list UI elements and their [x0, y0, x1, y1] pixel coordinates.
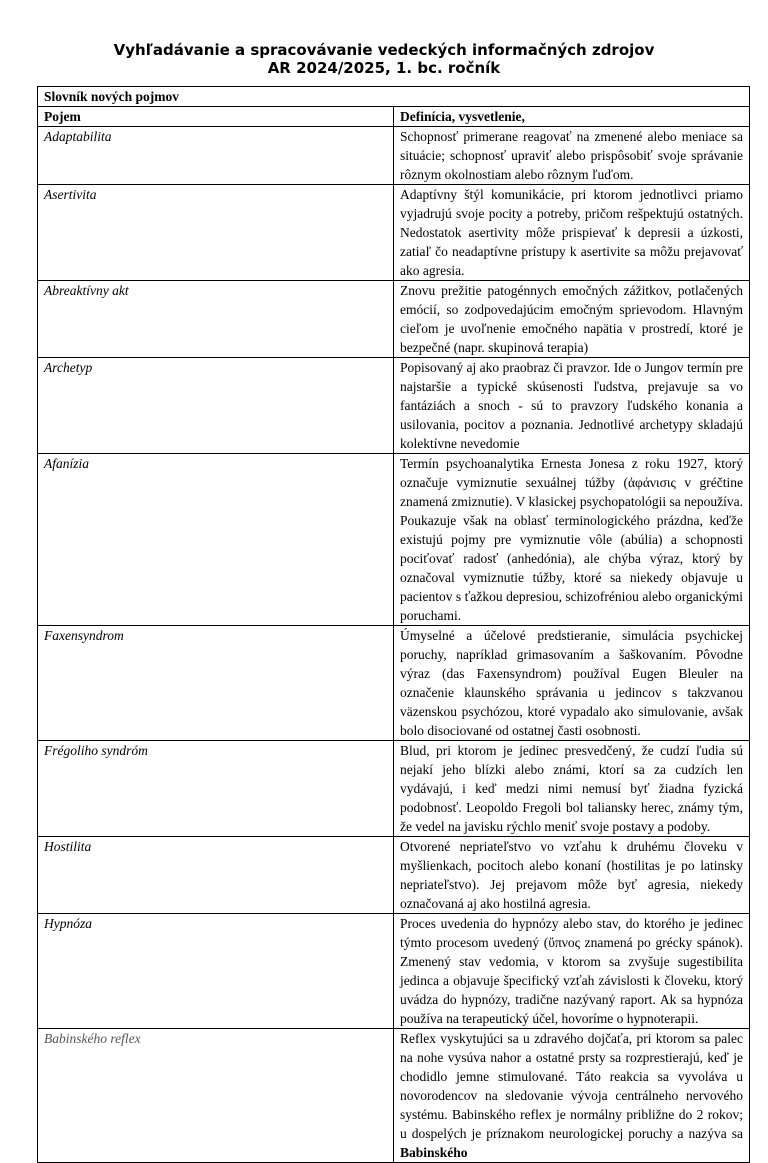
table-row: [38, 454, 750, 626]
title-line-2: AR 2024/2025, 1. bc. ročník: [267, 59, 501, 77]
table-row: [38, 741, 750, 837]
table-caption-row: [38, 87, 750, 107]
definition-cell: Schopnosť primerane reagovať na zmenené alebo meniace sa situácie; schopnosť upraviť alebo prispôsobiť svoje správanie rôznym okolnostiam alebo rôznym ľuďom.: [394, 127, 750, 185]
table-row: [38, 626, 750, 741]
term-cell: Hypnóza: [38, 914, 394, 1029]
term-cell: Faxensyndrom: [38, 626, 394, 741]
term-cell: Afanízia: [38, 454, 394, 626]
definition-cell: Popisovaný aj ako praobraz či pravzor. Ide o Jungov termín pre najstaršie a typické skúsenosti ľudstva, prejavuje sa vo fantáziách a snoch - sú to pravzory ľudského konania a usilovania, pocitov a poznania. Jednotlivé archetypy skladajú kolektívne nevedomie: [394, 358, 750, 454]
definition-cell: Znovu prežitie patogénnych emočných zážitkov, potlačených emócií, so zodpovedajúcim emočným sprievodom. Hlavným cieľom je uvoľnenie emočného napätia v prostredí, ktoré je bezpečné (napr. skupinová terapia): [394, 281, 750, 358]
definition-cell: Blud, pri ktorom je jedinec presvedčený, že cudzí ľudia sú nejakí jeho blízki alebo známi, ktorí sa za cudzích len vydávajú, i keď medzi nimi nemusí byť žiadna fyzická podobnosť. Leopoldo Fregoli bol taliansky herec, známy tým, že vedel na javisku rýchlo meniť svoje postavy a podoby.: [394, 741, 750, 837]
glossary-table: [37, 86, 750, 1163]
term-cell: Asertivita: [38, 185, 394, 281]
table-row: [38, 281, 750, 358]
table-caption: Slovník nových pojmov: [38, 87, 750, 107]
table-row: [38, 1029, 750, 1163]
definition-cell: Adaptívny štýl komunikácie, pri ktorom jednotlivci priamo vyjadrujú svoje pocity a potreby, pričom rešpektujú ostatných. Nedostatok asertivity môže prispievať k depresii a úzkosti, zatiaľ čo neadaptívne prístupy k asertivite sa môžu prejavovať ako agresia.: [394, 185, 750, 281]
term-cell: Archetyp: [38, 358, 394, 454]
table-row: [38, 185, 750, 281]
column-header-term: Pojem: [38, 107, 394, 127]
definition-cell: [394, 1029, 750, 1163]
term-cell: Adaptabilita: [38, 127, 394, 185]
definition-text: Reflex vyskytujúci sa u zdravého dojčaťa, pri ktorom sa palec na nohe vysúva nahor a ostatné prsty sa rozprestierajú, keď je chodidlo jemne stimulované. Táto reakcia sa vyvoláva u novorodencov na sledovanie vývoja centrálneho nervového systému. Babinského reflex je normálny približne do 2 rokov; u dospelých je príznakom neurologickej poruchy a nazýva sa: [400, 1031, 743, 1141]
definition-cell: Proces uvedenia do hypnózy alebo stav, do ktorého je jedinec týmto procesom uvedený (ὕπνος znamená po grécky spánok). Zmenený stav vedomia, v ktorom sa zvyšuje sugestibilita jedinca a objavuje špecifický vzťah závislosti k človeku, ktorý uvádza do hypnózy, tradične nazývaný raport. Ak sa hypnóza používa na terapeutický účel, hovoríme o hypnoterapii.: [394, 914, 750, 1029]
term-cell: Abreaktívny akt: [38, 281, 394, 358]
definition-cell: Termín psychoanalytika Ernesta Jonesa z roku 1927, ktorý označuje vymiznutie sexuálnej túžby (ἀφάνισις v gréčtine znamená zmiznutie). V klasickej psychopatológii sa nepoužíva. Poukazuje však na oblasť terminologického prázdna, keďže existujú pojmy pre vymiznutie vôle (abúlia) a schopnosti pociťovať radosť (anhedónia), ale chýba výraz, ktorý by označoval vymiznutie túžby, ktoré sa niekedy objavuje u pacientov s ťažkou depresiou, schizofréniou alebo organickými poruchami.: [394, 454, 750, 626]
term-cell: Hostilita: [38, 837, 394, 914]
column-header-definition: Definícia, vysvetlenie,: [394, 107, 750, 127]
document-title: [0, 41, 768, 77]
table-row: [38, 837, 750, 914]
definition-cell: Úmyselné a účelové predstieranie, simulácia psychickej poruchy, napríklad grimasovaním a šaškovaním. Pôvodne výraz (das Faxensyndrom) používal Eugen Bleuler na označenie klaunského správania u jedincov s takzvanou väzenskou psychózou, ktoré vypadalo ako simulovanie, avšak bolo disociované od ostatnej časti osobnosti.: [394, 626, 750, 741]
table-header-row: [38, 107, 750, 127]
table-row: [38, 358, 750, 454]
term-cell: Frégoliho syndróm: [38, 741, 394, 837]
definition-cell: Otvorené nepriateľstvo vo vzťahu k druhému človeku v myšlienkach, pocitoch alebo konaní (hostilitas je po latinsky nepriateľstvo). Jej prejavom môže byť agresia, niekedy označovaná aj ako hostilná agresia.: [394, 837, 750, 914]
table-row: [38, 914, 750, 1029]
title-line-1: Vyhľadávanie a spracovávanie vedeckých informačných zdrojov: [113, 41, 655, 59]
term-cell: Babinského reflex: [38, 1029, 394, 1163]
definition-bold-tail: Babinského: [400, 1145, 468, 1160]
table-row: [38, 127, 750, 185]
